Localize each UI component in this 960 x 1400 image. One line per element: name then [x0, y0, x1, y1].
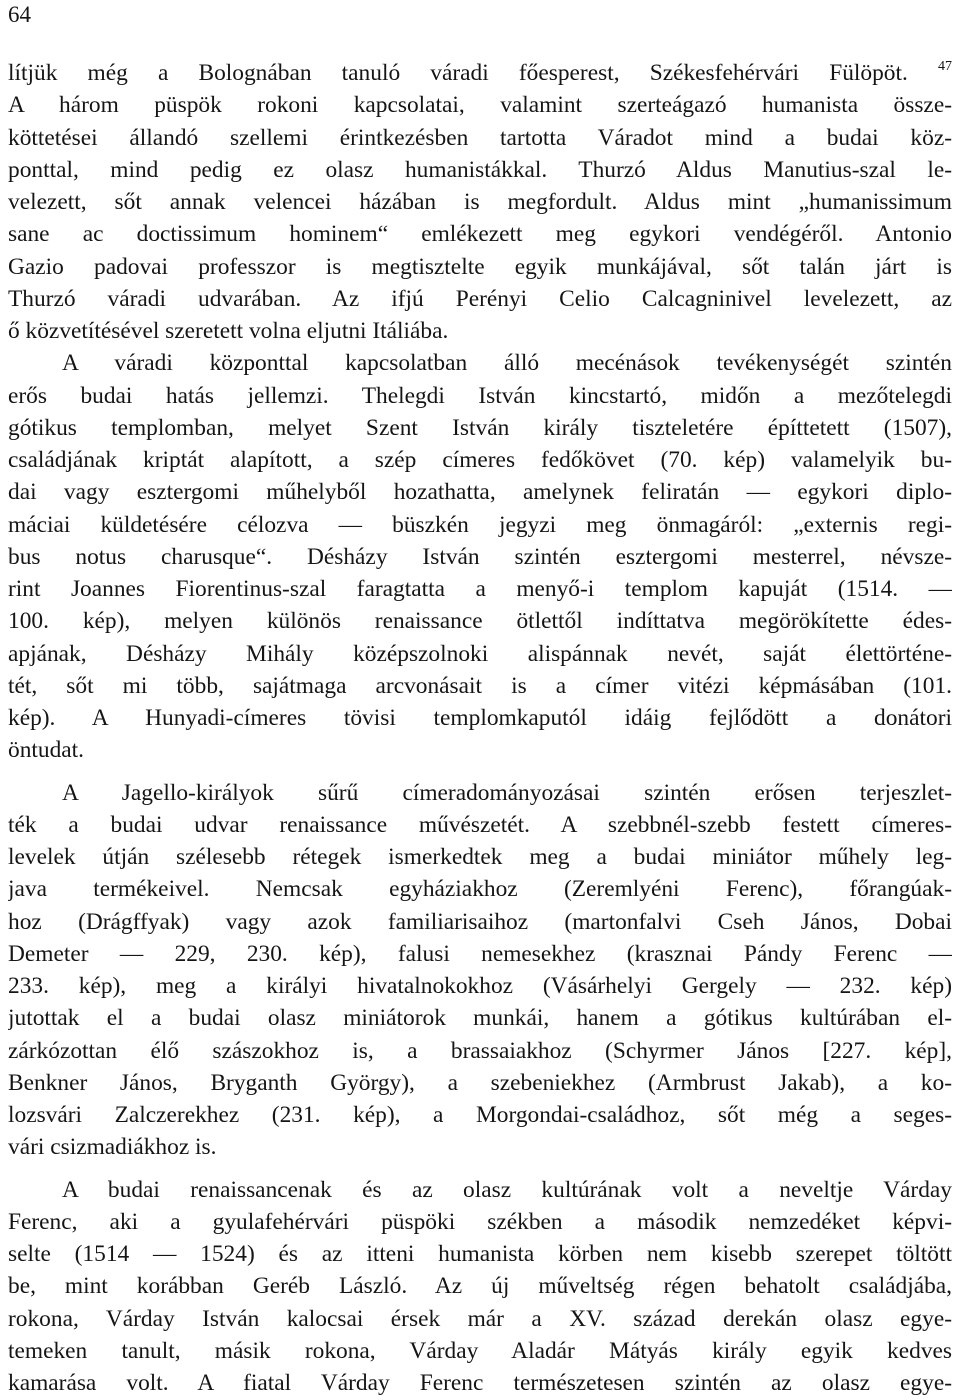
text-line	[8, 605, 952, 637]
text-line	[8, 380, 952, 412]
text-line-content: java termékeivel. Nemcsak egyháziakhoz (Zeremlyéni Ferenc), főrangúak-	[8, 876, 952, 903]
text-line	[8, 57, 952, 89]
text-line	[8, 122, 952, 154]
text-line	[8, 938, 952, 970]
text-line	[8, 1270, 952, 1302]
text-line-content: be, mint korábban Geréb László. Az új műveltség régen behatolt családjába,	[8, 1273, 952, 1300]
text-line	[8, 809, 952, 841]
text-line-content: jutottak el a budai olasz miniátorok munkái, hanem a gótikus kultúrában el-	[8, 1005, 952, 1032]
text-line	[8, 873, 952, 905]
text-line-content: erős budai hatás jellemzi. Thelegdi István kincstartó, midőn a mezőtelegdi	[8, 382, 952, 409]
text-line-content: vári csizmadiákhoz is.	[8, 1134, 217, 1161]
text-line-content: máciai küldetésére célozva — büszkén jegyzi meg önmagáról: „externis regi-	[8, 511, 952, 538]
text-line-content: selte (1514 — 1524) és az itteni humanista körben nem kisebb szerepet töltött	[8, 1241, 952, 1267]
text-line-content: dai vagy esztergomi műhelyből hozathatta, amelynek feliratán — egykori diplo-	[8, 479, 952, 506]
text-line-content: A három püspök rokoni kapcsolatai, valamint szerteágazó humanista össze-	[8, 92, 952, 119]
text-line-content: levelek útján szélesebb rétegek ismerkedtek meg a budai miniátor műhely leg-	[8, 844, 952, 870]
text-line	[8, 347, 952, 379]
text-line	[8, 283, 952, 315]
text-line	[8, 412, 952, 444]
text-line	[8, 670, 952, 702]
text-line-content: ő közvetítésével szeretett volna eljutni Itáliába.	[8, 318, 449, 344]
text-line	[8, 970, 952, 1002]
text-line	[8, 1035, 952, 1067]
text-line-content: ték a budai udvar renaissance művészetét. A szebbnél-szebb festett címeres-	[8, 811, 952, 838]
text-line	[8, 1174, 952, 1206]
text-line-content: Thurzó váradi udvarában. Az ifjú Perényi Celio Calcagninivel levelezett, az	[8, 285, 952, 312]
text-line	[8, 509, 952, 541]
text-line	[8, 906, 952, 938]
page-number: 64	[8, 2, 31, 27]
text-line-content: rokona, Várday István kalocsai érsek már a XV. század derekán olasz egye-	[8, 1305, 952, 1332]
text-line	[8, 702, 952, 734]
text-line-content: A váradi központtal kapcsolatban álló mecénások tevékenységét szintén	[62, 350, 952, 377]
text-line	[8, 218, 952, 250]
text-line-content: lozsvári Zalczerekhez (231. kép), a Morgondai-családhoz, sőt még a seges-	[8, 1102, 952, 1128]
text-line	[8, 1238, 952, 1270]
text-line-content: A budai renaissancenak és az olasz kultúrának volt a neveltje Várday	[62, 1176, 952, 1203]
text-line	[8, 89, 952, 121]
text-line	[8, 315, 952, 347]
text-line-content: Benkner János, Bryganth György), a szebeniekhez (Armbrust Jakab), a ko-	[8, 1069, 952, 1096]
text-line	[8, 476, 952, 508]
text-line-content: A Jagello-királyok sűrű címeradományozásai szintén erősen terjeszlet-	[62, 779, 952, 806]
text-line-content: öntudat.	[8, 737, 85, 764]
text-line-content: apjának, Désházy Mihály középszolnoki alispánnak nevét, saját élettörténe-	[8, 640, 952, 667]
text-line	[8, 541, 952, 573]
text-line	[8, 1206, 952, 1238]
text-line	[8, 154, 952, 186]
text-line-content: köttetései állandó szellemi érintkezésben tartotta Váradot mind a budai köz-	[8, 124, 952, 151]
text-line-content: hoz (Drágffyak) vagy azok familiarisaihoz (martonfalvi Cseh János, Dobai	[8, 908, 952, 935]
text-line	[8, 1367, 952, 1399]
text-line-content: bus notus charusque“. Désházy István szintén esztergomi mesterrel, névsze-	[8, 543, 952, 570]
text-line-content: Gazio padovai professzor is megtisztelte egyik munkájával, sőt talán járt is	[8, 253, 952, 280]
text-line	[8, 573, 952, 605]
text-line	[8, 638, 952, 670]
text-line-content: tét, sőt mi több, sajátmaga arcvonásait is a címer vitézi képmásában (101.	[8, 672, 952, 699]
text-line	[8, 777, 952, 809]
text-line	[8, 251, 952, 283]
text-line	[8, 734, 952, 766]
text-line	[8, 1002, 952, 1034]
text-line	[8, 1303, 952, 1335]
text-line-content: családjának kriptát alapított, a szép címeres fedőkövet (70. kép) valamelyik bu-	[8, 447, 952, 473]
paragraph-gap	[8, 767, 952, 777]
text-line-content: kép). A Hunyadi-címeres tövisi templomkaputól idáig fejlődött a donátori	[8, 705, 952, 731]
text-line	[8, 1335, 952, 1367]
text-line	[8, 186, 952, 218]
text-line	[8, 444, 952, 476]
footnote-marker: 47	[938, 59, 952, 74]
text-line-content: Ferenc, aki a gyulafehérvári püspöki székben a második nemzedéket képvi-	[8, 1208, 952, 1235]
text-line-content: Demeter — 229, 230. kép), falusi nemesekhez (krasznai Pándy Ferenc —	[8, 940, 952, 967]
text-line-content: velezett, sőt annak velencei házában is megfordult. Aldus mint „humanissimum	[8, 189, 952, 215]
text-line-content: kamarása volt. A fiatal Várday Ferenc természetesen szintén az olasz egye-	[8, 1370, 952, 1396]
text-line-content: ponttal, mind pedig ez olasz humanistákkal. Thurzó Aldus Manutius-szal le-	[8, 156, 952, 183]
text-line-content: 233. kép), meg a királyi hivatalnokokhoz (Vásárhelyi Gergely — 232. kép)	[8, 973, 952, 999]
text-line-content: gótikus templomban, melyet Szent István király tiszteletére építtetett (1507),	[8, 414, 952, 441]
text-line-content: temeken tanult, másik rokona, Várday Aladár Mátyás király egyik kedves	[8, 1337, 952, 1364]
text-line-content: lítjük még a Bolognában tanuló váradi főesperest, Székesfehérvári Fülöpöt.	[8, 60, 908, 86]
body-text	[8, 57, 952, 1399]
text-line-content: rint Joannes Fiorentinus-szal faragtatta a menyő-i templom kapuját (1514. —	[8, 576, 952, 602]
text-line-content: sane ac doctissimum hominem“ emlékezett meg egykori vendégéről. Antonio	[8, 221, 952, 248]
text-line-content: 100. kép), melyen különös renaissance ötlettől indíttatva megörökítette édes-	[8, 608, 952, 635]
text-line	[8, 841, 952, 873]
text-line-content: zárkózottan élő szászokhoz is, a brassaiakhoz (Schyrmer János [227. kép],	[8, 1037, 952, 1064]
text-line	[8, 1067, 952, 1099]
text-line	[8, 1099, 952, 1131]
paragraph-gap	[8, 1164, 952, 1174]
text-line	[8, 1131, 952, 1163]
